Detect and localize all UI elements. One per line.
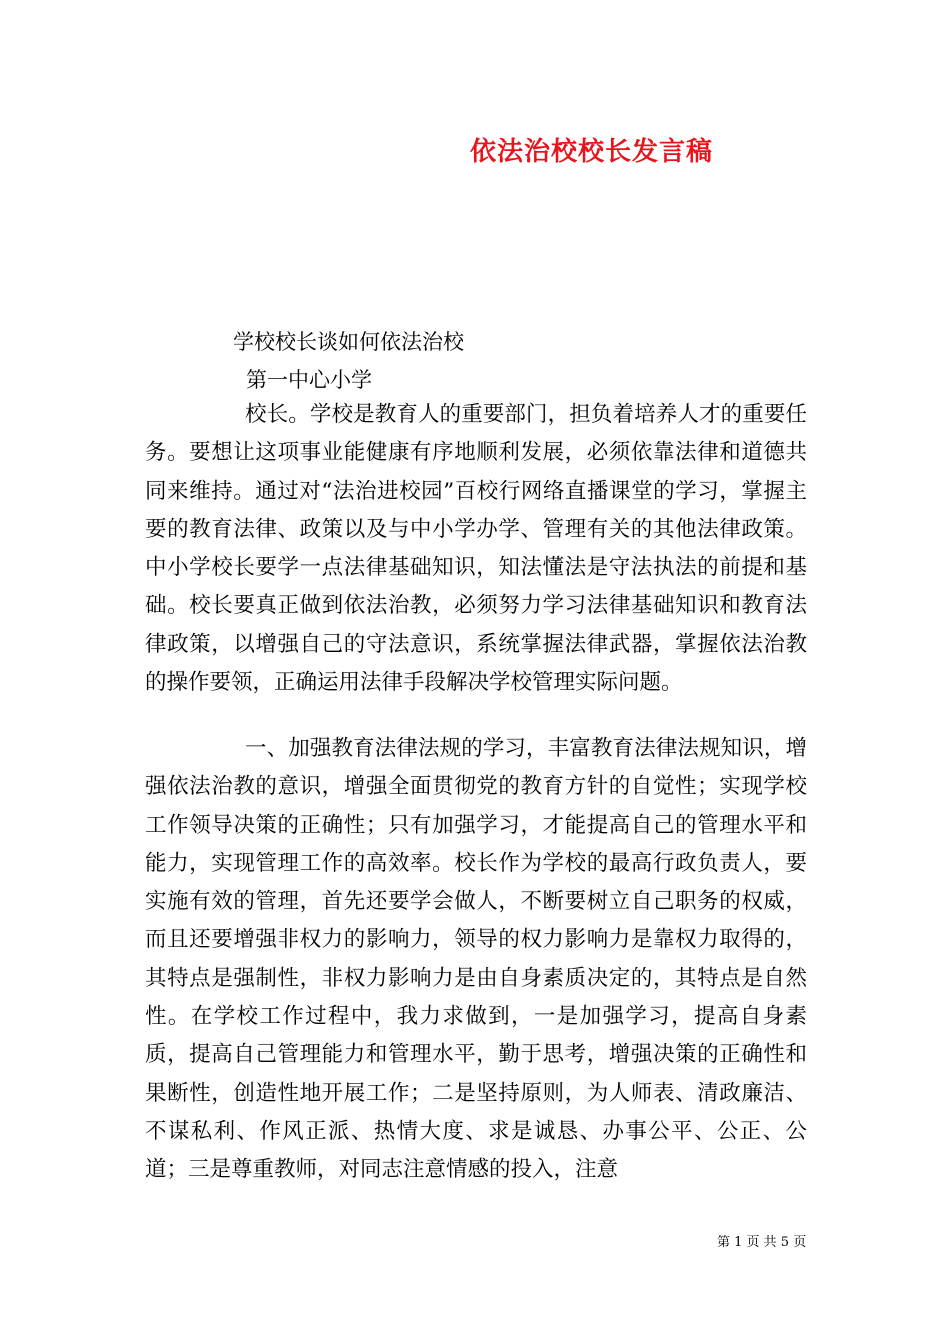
document-subtitle: 学校校长谈如何依法治校 [233, 330, 464, 354]
body-paragraph-2: 一、加强教育法律法规的学习，丰富教育法律法规知识，增强依法治教的意识，增强全面贯彻党的教育方针的自觉性；实现学校工作领导决策的正确性；只有加强学习，才能提高自己的管理水平和能力，实现管理工作的高效率。校长作为学校的最高行政负责人，要实施有效的管理，首先还要学会做人，不断要树立自己职务的权威，而且还要增强非权力的影响力，领导的权力影响力是靠权力取得的，其特点是强制性，非权力影响力是由自身素质决定的，其特点是自然性。在学校工作过程中，我力求做到，一是加强学习，提高自身素质，提高自己管理能力和管理水平，勤于思考，增强决策的正确性和果断性，创造性地开展工作；二是坚持原则，为人师表、清政廉洁、不谋私利、作风正派、热情大度、求是诚恳、办事公平、公正、公道；三是尊重教师，对同志注意情感的投入，注意 [145, 736, 807, 1183]
page-number: 第 1 页 共 5 页 [717, 1235, 807, 1250]
body-paragraph-1: 校长。学校是教育人的重要部门，担负着培养人才的重要任务。要想让这项事业能健康有序地顺利发展，必须依靠法律和道德共同来维持。通过对“法治进校园”百校行网络直播课堂的学习，掌握主要的教育法律、政策以及与中小学办学、管理有关的其他法律政策。中小学校长要学一点法律基础知识，知法懂法是守法执法的前提和基础。校长要真正做到依法治教，必须努力学习法律基础知识和教育法律政策，以增强自己的守法意识，系统掌握法律武器，掌握依法治教的操作要领，正确运用法律手段解决学校管理实际问题。 [145, 402, 807, 696]
document-title: 依法治校校长发言稿 [470, 137, 714, 167]
school-name: 第一中心小学 [246, 368, 372, 392]
